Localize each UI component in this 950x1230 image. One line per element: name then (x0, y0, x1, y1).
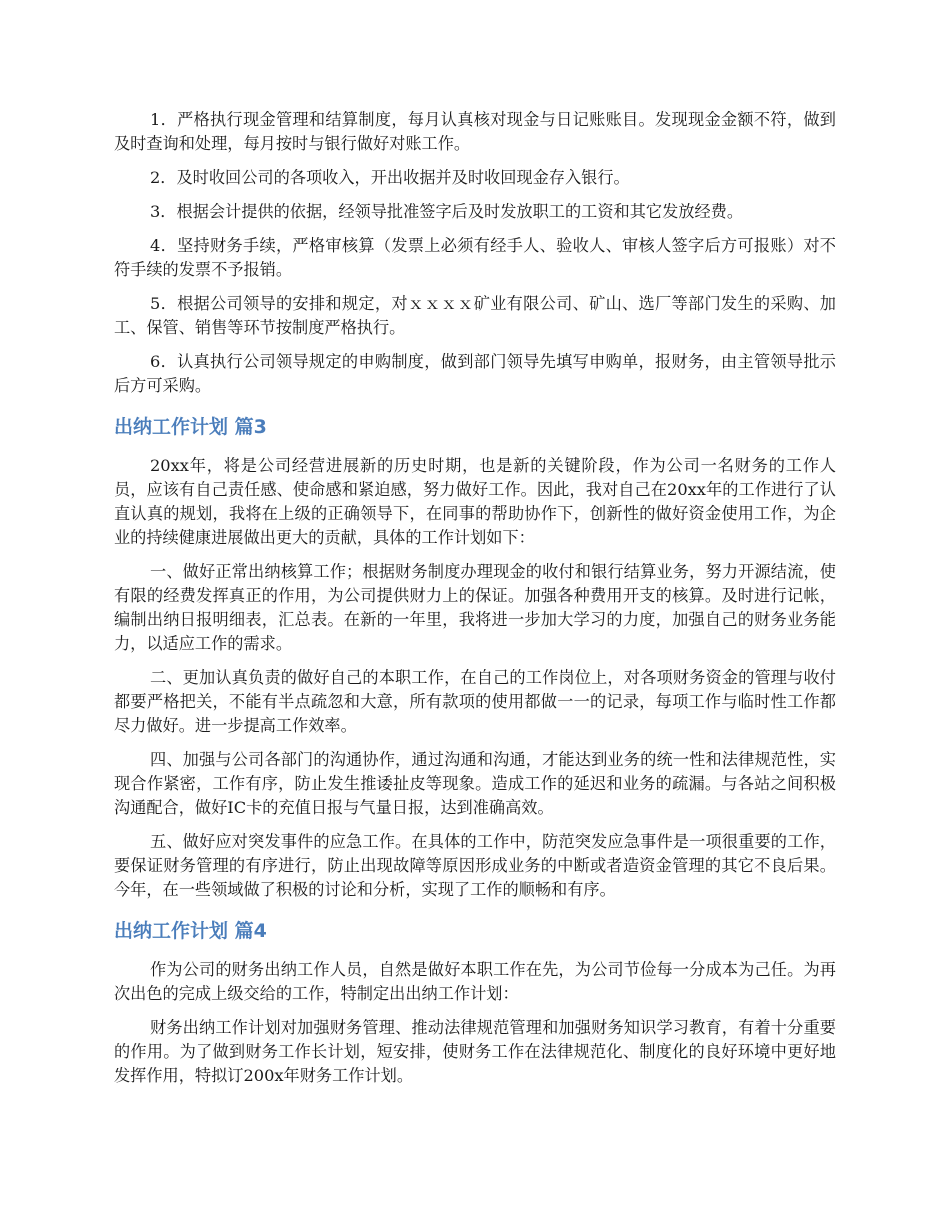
list-item: 5．根据公司领导的安排和规定，对ｘｘｘｘ矿业有限公司、矿山、选厂等部门发生的采购、加工、保管、销售等环节按制度严格执行。 (114, 294, 836, 337)
paragraph: 五、做好应对突发事件的应急工作。在具体的工作中，防范突发应急事件是一项很重要的工作，要保证财务管理的有序进行，防止出现故障等原因形成业务的中断或者造资金管理的其它不良后果。今年，在一些领域做了积极的讨论和分析，实现了工作的顺畅和有序。 (114, 832, 836, 899)
section-heading-3: 出纳工作计划 篇3 (114, 416, 267, 438)
list-item: 4．坚持财务手续，严格审核算（发票上必须有经手人、验收人、审核人签字后方可报账）对不符手续的发票不予报销。 (114, 236, 836, 279)
list-item: 6．认真执行公司领导规定的申购制度，做到部门领导先填写申购单，报财务，由主管领导批示后方可采购。 (114, 352, 836, 395)
paragraph: 一、做好正常出纳核算工作；根据财务制度办理现金的收付和银行结算业务，努力开源结流，使有限的经费发挥真正的作用，为公司提供财力上的保证。加强各种费用开支的核算。及时进行记帐，编制出纳日报明细表，汇总表。在新的一年里，我将进一步加大学习的力度，加强自己的财务业务能力，以适应工作的需求。 (114, 562, 836, 653)
paragraph: 四、加强与公司各部门的沟通协作，通过沟通和沟通，才能达到业务的统一性和法律规范性，实现合作紧密，工作有序，防止发生推诿扯皮等现象。造成工作的延迟和业务的疏漏。与各站之间积极沟通配合，做好IC卡的充值日报与气量日报，达到准确高效。 (114, 750, 836, 817)
list-item: 3．根据会计提供的依据，经领导批准签字后及时发放职工的工资和其它发放经费。 (150, 202, 744, 221)
paragraph: 财务出纳工作计划对加强财务管理、推动法律规范管理和加强财务知识学习教育，有着十分重要的作用。为了做到财务工作长计划，短安排，使财务工作在法律规范化、制度化的良好环境中更好地发挥作用，特拟订200x年财务工作计划。 (114, 1018, 836, 1085)
paragraph: 二、更加认真负责的做好自己的本职工作，在自己的工作岗位上，对各项财务资金的管理与收付都要严格把关，不能有半点疏忽和大意，所有款项的使用都做一一的记录，每项工作与临时性工作都尽力做好。进一步提高工作效率。 (114, 668, 836, 735)
paragraph: 作为公司的财务出纳工作人员，自然是做好本职工作在先，为公司节俭每一分成本为己任。为再次出色的完成上级交给的工作，特制定出出纳工作计划： (114, 960, 836, 1003)
list-item: 1．严格执行现金管理和结算制度，每月认真核对现金与日记账账目。发现现金金额不符，做到及时查询和处理，每月按时与银行做好对账工作。 (114, 110, 836, 153)
paragraph: 20xx年，将是公司经营进展新的历史时期，也是新的关键阶段，作为公司一名财务的工作人员，应该有自己责任感、使命感和紧迫感，努力做好工作。因此，我对自己在20xx年的工作进行了认直认真的规划，我将在上级的正确领导下，在同事的帮助协作下，创新性的做好资金使用工作，为企业的持续健康进展做出更大的贡献，具体的工作计划如下： (114, 456, 836, 547)
section-heading-4: 出纳工作计划 篇4 (114, 920, 267, 942)
list-item: 2．及时收回公司的各项收入，开出收据并及时收回现金存入银行。 (150, 168, 630, 187)
